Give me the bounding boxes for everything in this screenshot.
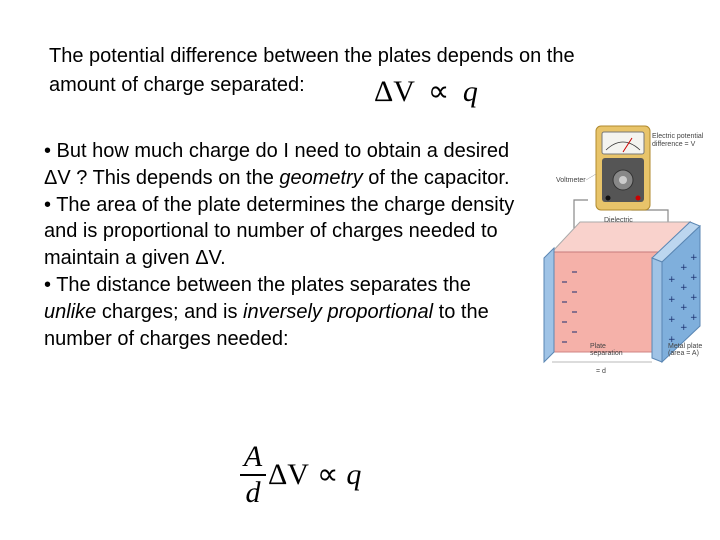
bullet-3 [44, 272, 524, 352]
bullet-1-emphasis: geometry [279, 166, 363, 189]
intro-line-2: amount of charge separated: [49, 74, 305, 96]
label-electric-potential-2: difference = V [652, 141, 696, 148]
knob-center [619, 176, 627, 184]
bullet-1-text: • But how much charge do I need to obtain a desired ΔV ? This depends on the [44, 140, 510, 189]
label-metal-plate-1: Metal plate [668, 343, 703, 350]
svg-text:+: + [690, 273, 698, 283]
voltmeter-dial [602, 132, 644, 154]
frac-numerator: A [243, 440, 263, 473]
intro-line-1: The potential difference between the plates depends on the [49, 45, 575, 67]
eq2-delta-v: ΔV [268, 457, 309, 491]
label-plate-sep-2: separation [590, 350, 623, 357]
bullet-3-emphasis-1: unlike [44, 300, 97, 323]
terminal-left [606, 196, 611, 201]
label-voltmeter: Voltmeter [556, 177, 586, 184]
svg-text:+: + [690, 313, 698, 323]
svg-text:+: + [690, 253, 698, 263]
capacitor-figure [540, 122, 720, 382]
dielectric-front [552, 252, 662, 352]
bullet-2: • The area of the plate determines the charge density and is proportional to number of charges needed to maintain a given ΔV. [44, 193, 515, 270]
label-dielectric: Dielectric [604, 217, 633, 224]
eq2-q: q [346, 457, 362, 491]
terminal-right [636, 196, 641, 201]
bullet-3-text-end: to the number of charges needed: [44, 300, 489, 350]
svg-text:+: + [690, 293, 698, 303]
eq1-delta-v: ΔV [374, 75, 415, 108]
svg-text:+: + [680, 323, 688, 333]
svg-text:+: + [668, 315, 676, 325]
equation-capacitance [240, 440, 361, 510]
svg-text:+: + [668, 295, 676, 305]
svg-text:+: + [680, 263, 688, 273]
eq1-q: q [462, 75, 478, 108]
label-electric-potential-1: Electric potential [652, 133, 704, 140]
svg-text:+: + [680, 303, 688, 313]
bullet-list [44, 138, 524, 352]
eq1-prop: ∝ [427, 75, 450, 108]
fraction-a-over-d [240, 440, 266, 510]
leader-voltmeter [586, 174, 596, 180]
capacitor-diagram [540, 122, 720, 382]
bullet-1-text-end: of the capacitor. [362, 166, 510, 189]
left-plate [544, 248, 554, 362]
label-metal-plate-2: (area = A) [668, 350, 699, 357]
bullet-3-emphasis-2: inversely proportional [243, 300, 434, 323]
bullet-1 [44, 138, 524, 192]
bullet-3-text-mid: charges; and is [96, 300, 244, 323]
equation-delta-v-prop-q [374, 74, 478, 109]
right-plate-front [652, 258, 662, 362]
intro-text [49, 42, 689, 100]
svg-text:+: + [668, 335, 676, 345]
frac-denominator: d [245, 475, 261, 509]
svg-text:+: + [668, 275, 676, 285]
svg-text:+: + [680, 283, 688, 293]
label-plate-sep-1: Plate [590, 343, 606, 350]
label-plate-sep-3: = d [596, 368, 606, 375]
eq2-prop: ∝ [316, 458, 339, 492]
bullet-3-text: • The distance between the plates separates the [44, 273, 471, 296]
